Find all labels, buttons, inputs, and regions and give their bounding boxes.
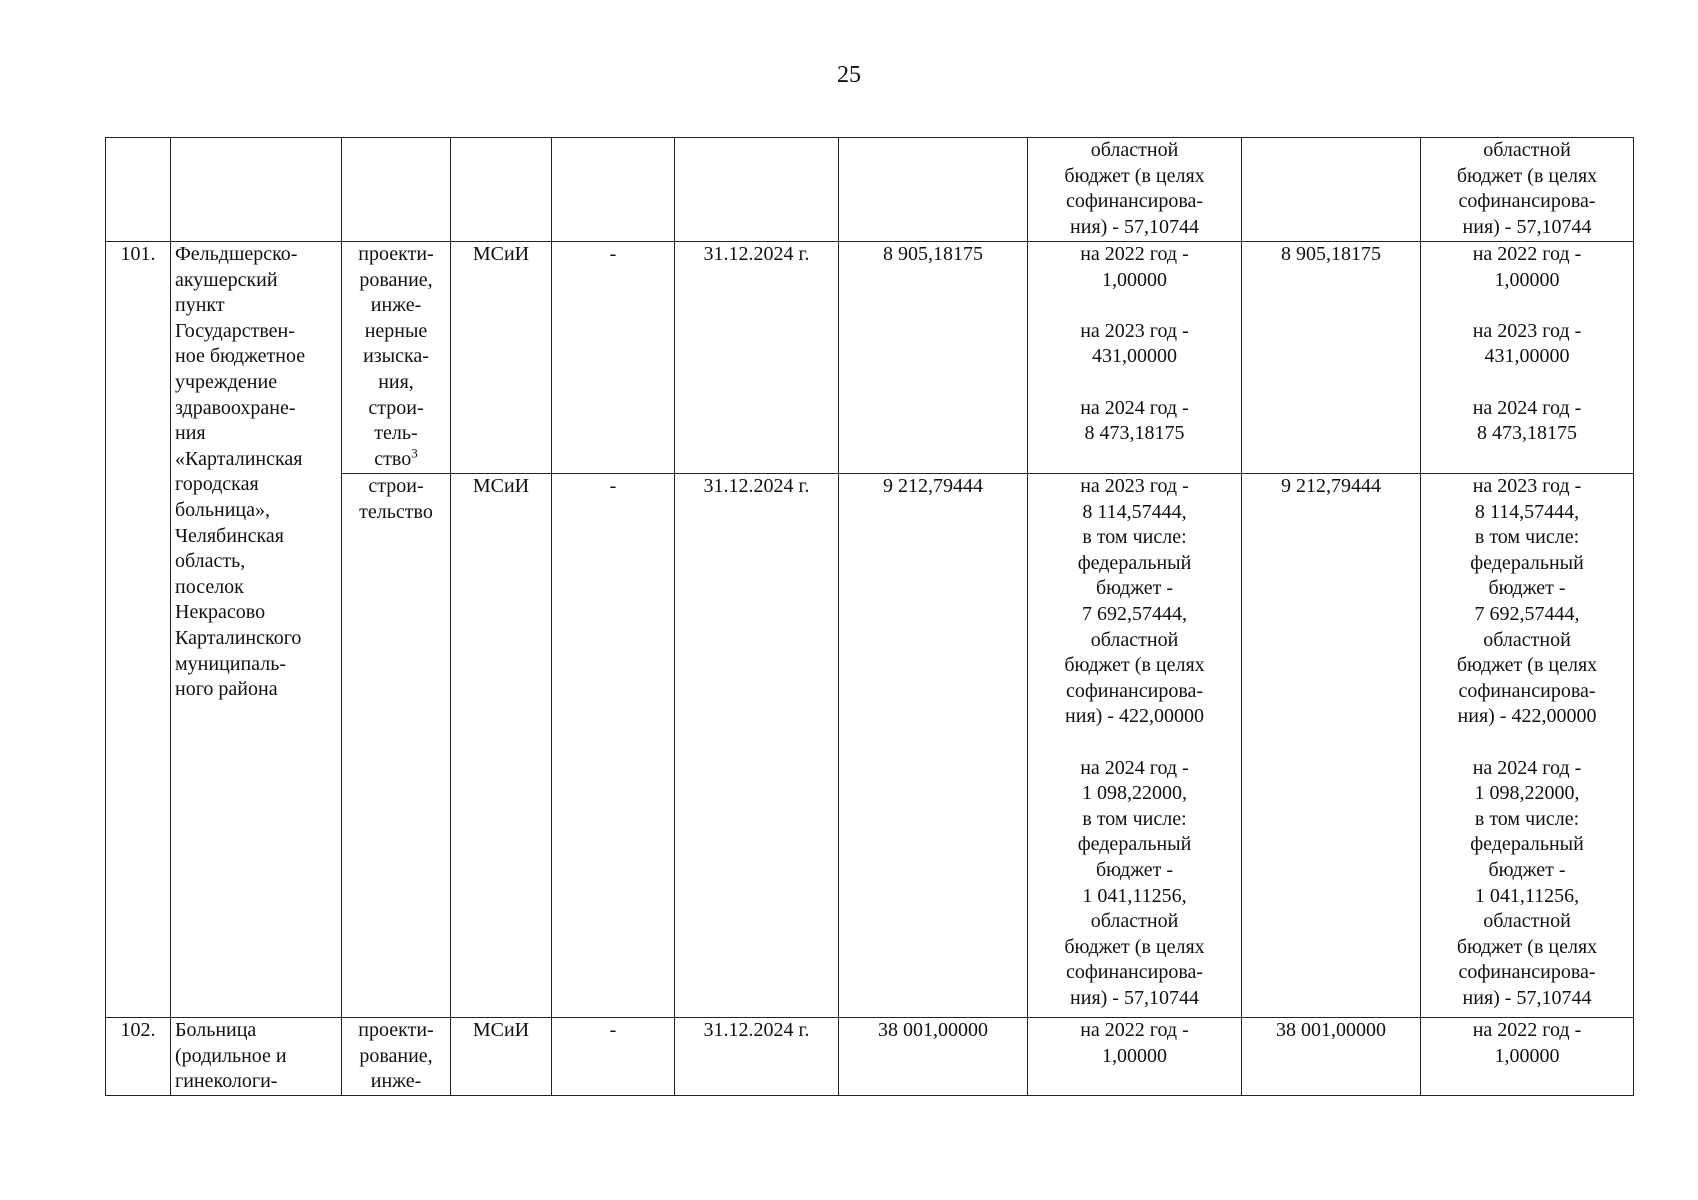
- footnote-marker: 3: [411, 445, 418, 461]
- cell-work-type: проекти- рование, инже-: [342, 1018, 451, 1096]
- cell-empty: [106, 138, 171, 242]
- cell-financing-2: областной бюджет (в целях софинансирова- ния) - 57,10744: [1421, 138, 1634, 242]
- table-row-102: [106, 1018, 1634, 1096]
- cell-work-type: [342, 242, 451, 474]
- cell-row-number: 102.: [106, 1018, 171, 1096]
- cell-object-name: Фельдшерско- акушерский пункт Государствен- ное бюджетное учреждение здравоохране- ния «Карталинская городская больница», Челябинская область, поселок Некрасово Карталинского муниципаль- ного района: [171, 242, 342, 1018]
- cell-empty: [552, 138, 675, 242]
- cell-cost: 8 905,18175: [839, 242, 1028, 474]
- cell-empty: [1242, 138, 1421, 242]
- cell-financing: на 2022 год - 1,00000 на 2023 год - 431,00000 на 2024 год - 8 473,18175: [1028, 242, 1242, 474]
- investment-objects-table: [105, 137, 1634, 1096]
- cell-agent: МСиИ: [451, 242, 552, 474]
- work-type-text: проекти- рование, инже- нерные изыска- ния, строи- тель- ство: [358, 243, 434, 470]
- cell-work-type: строи- тельство: [342, 474, 451, 1018]
- cell-empty: [451, 138, 552, 242]
- cell-object-name: Больница (родильное и гинекологи-: [171, 1018, 342, 1096]
- cell-empty: [675, 138, 839, 242]
- cell-date: 31.12.2024 г.: [675, 242, 839, 474]
- cell-financing: на 2022 год - 1,00000: [1028, 1018, 1242, 1096]
- page-number: 25: [837, 62, 861, 88]
- cell-empty: [342, 138, 451, 242]
- cell-empty: [839, 138, 1028, 242]
- cell-financing-2: на 2022 год - 1,00000: [1421, 1018, 1634, 1096]
- cell-total: 8 905,18175: [1242, 242, 1421, 474]
- cell-cost: 9 212,79444: [839, 474, 1028, 1018]
- cell-total: 38 001,00000: [1242, 1018, 1421, 1096]
- cell-dash: -: [552, 1018, 675, 1096]
- table-row-continuation: [106, 138, 1634, 242]
- cell-agent: МСиИ: [451, 1018, 552, 1096]
- table-row-101-design: [106, 242, 1634, 474]
- cell-date: 31.12.2024 г.: [675, 474, 839, 1018]
- cell-dash: -: [552, 474, 675, 1018]
- cell-cost: 38 001,00000: [839, 1018, 1028, 1096]
- cell-dash: -: [552, 242, 675, 474]
- cell-date: 31.12.2024 г.: [675, 1018, 839, 1096]
- cell-row-number: 101.: [106, 242, 171, 1018]
- cell-empty: [171, 138, 342, 242]
- cell-financing: на 2023 год - 8 114,57444, в том числе: федеральный бюджет - 7 692,57444, областной бюджет (в целях софинансирова- ния) - 422,00000 на 2024 год - 1 098,22000, в том числе: федеральный бюджет - 1 041,11256, областной бюджет (в целях софинансирова- ния) - 57,10744: [1028, 474, 1242, 1018]
- cell-agent: МСиИ: [451, 474, 552, 1018]
- cell-total: 9 212,79444: [1242, 474, 1421, 1018]
- cell-financing-2: на 2022 год - 1,00000 на 2023 год - 431,00000 на 2024 год - 8 473,18175: [1421, 242, 1634, 474]
- cell-financing-2: на 2023 год - 8 114,57444, в том числе: федеральный бюджет - 7 692,57444, областной бюджет (в целях софинансирова- ния) - 422,00000 на 2024 год - 1 098,22000, в том числе: федеральный бюджет - 1 041,11256, областной бюджет (в целях софинансирова- ния) - 57,10744: [1421, 474, 1634, 1018]
- cell-financing: областной бюджет (в целях софинансирова- ния) - 57,10744: [1028, 138, 1242, 242]
